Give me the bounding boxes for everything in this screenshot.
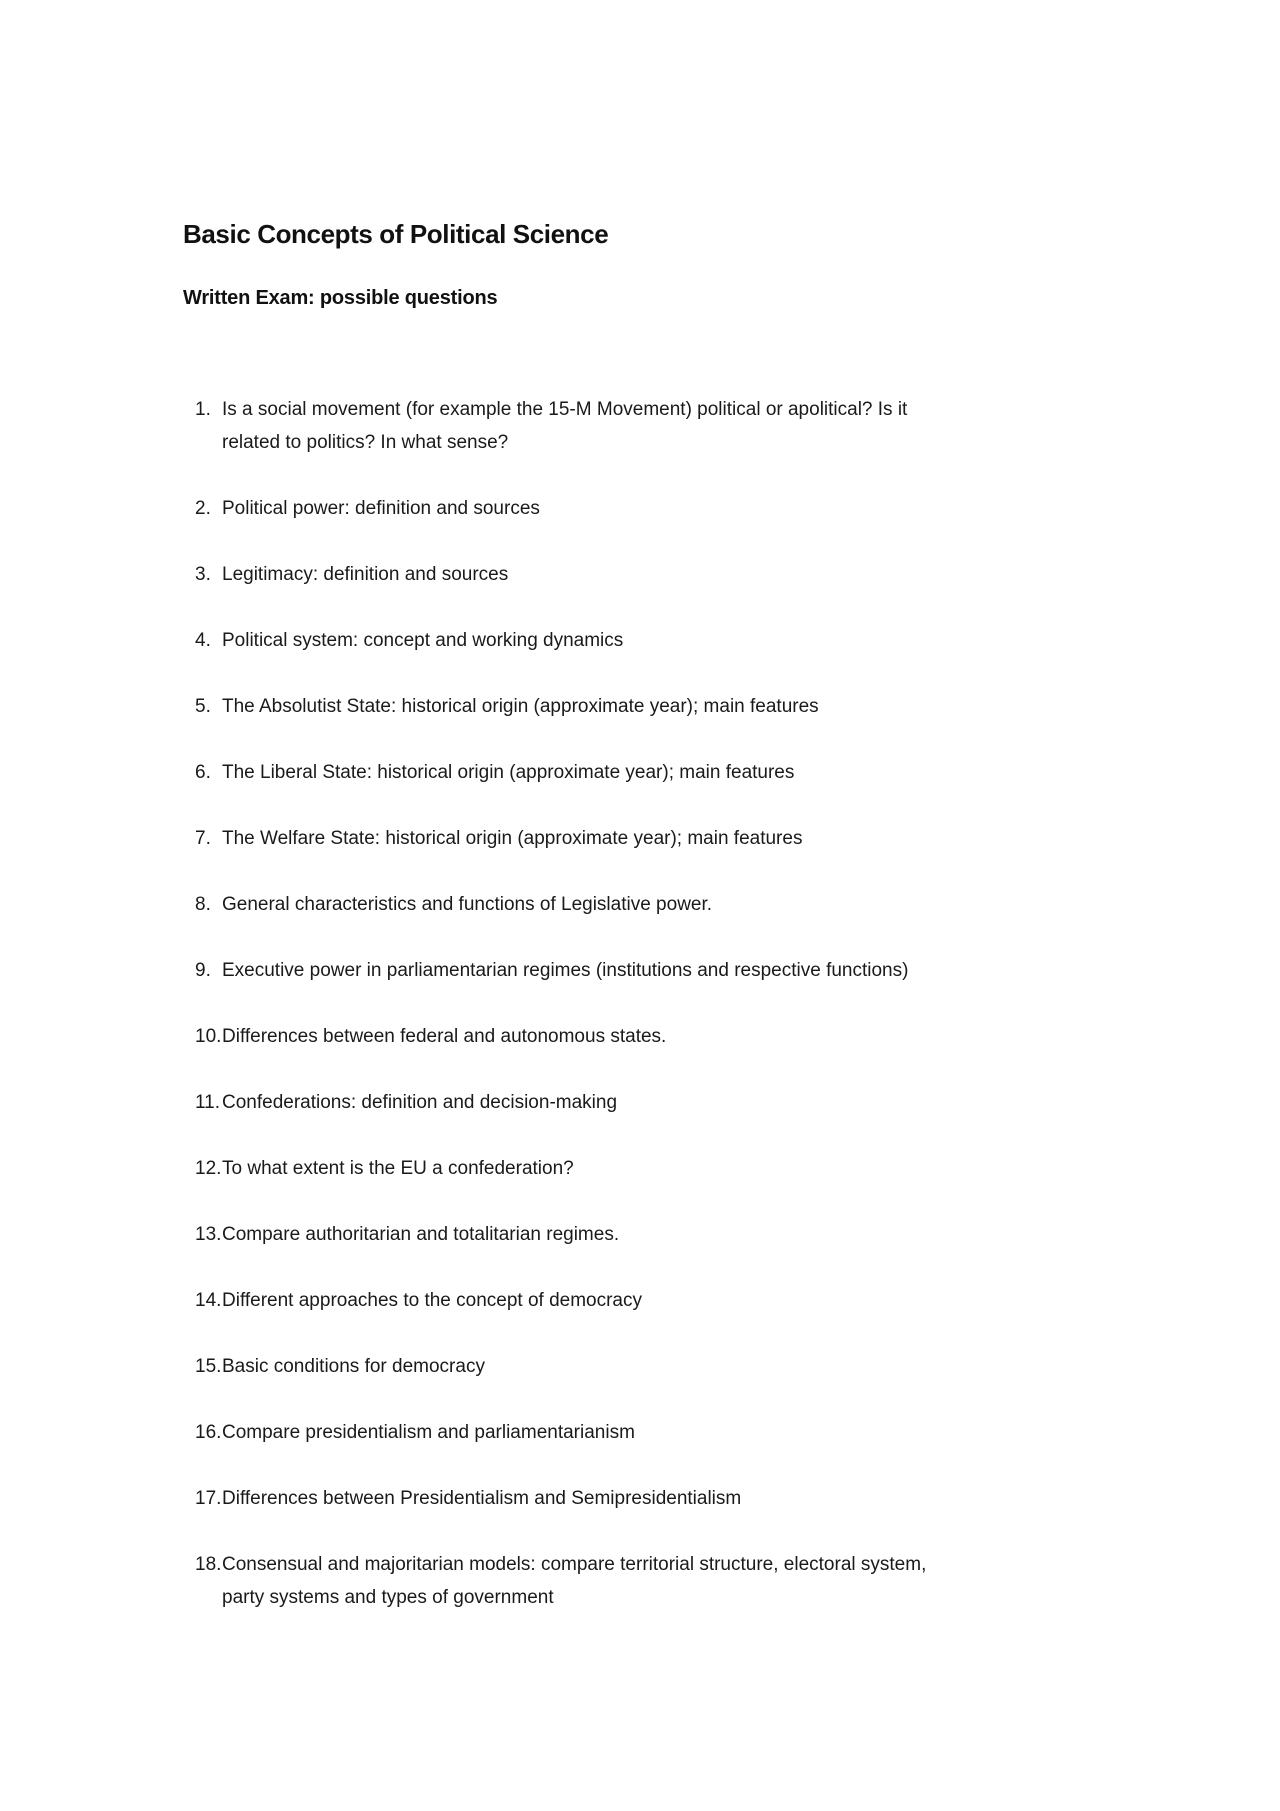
question-text-line: Confederations: definition and decision-making <box>222 1092 618 1113</box>
question-text-line: related to politics? In what sense? <box>222 432 509 453</box>
question-text <box>222 1482 1143 1515</box>
question-text-line: Differences between Presidentialism and Semipresidentialism <box>222 1488 742 1509</box>
question-item <box>183 558 1143 591</box>
question-text-line: To what extent is the EU a confederation? <box>222 1158 574 1179</box>
question-text <box>222 1416 1143 1449</box>
question-item <box>183 888 1143 921</box>
question-text-line: Legitimacy: definition and sources <box>222 564 509 585</box>
question-number: 9. <box>195 960 211 981</box>
question-item <box>183 756 1143 789</box>
question-number: 13. <box>195 1224 222 1245</box>
question-item <box>183 1020 1143 1053</box>
question-text-line: Different approaches to the concept of democracy <box>222 1290 643 1311</box>
question-text <box>222 1020 1143 1053</box>
question-number: 8. <box>195 894 211 915</box>
question-number: 6. <box>195 762 211 783</box>
question-number: 7. <box>195 828 211 849</box>
document-subtitle: Written Exam: possible questions <box>183 287 498 309</box>
question-text <box>222 888 1143 921</box>
question-number: 4. <box>195 630 211 651</box>
question-text <box>222 393 1143 459</box>
question-text-line: Political power: definition and sources <box>222 498 540 519</box>
question-text <box>222 1152 1143 1185</box>
question-text <box>222 492 1143 525</box>
question-text-line: The Absolutist State: historical origin (approximate year); main features <box>222 696 819 717</box>
question-item <box>183 1482 1143 1515</box>
question-item <box>183 1284 1143 1317</box>
question-item <box>183 1086 1143 1119</box>
question-text <box>222 1218 1143 1251</box>
question-text-line: Political system: concept and working dynamics <box>222 630 624 651</box>
question-text-line: Executive power in parliamentarian regimes (institutions and respective functions) <box>222 960 909 981</box>
question-text-line: Differences between federal and autonomous states. <box>222 1026 667 1047</box>
question-number: 14. <box>195 1290 222 1311</box>
question-item <box>183 1548 1143 1614</box>
question-text-line: The Liberal State: historical origin (approximate year); main features <box>222 762 795 783</box>
question-text-line: Compare presidentialism and parliamentarianism <box>222 1422 635 1443</box>
question-text <box>222 690 1143 723</box>
question-text-line: Basic conditions for democracy <box>222 1356 485 1377</box>
question-text <box>222 558 1143 591</box>
question-number: 12. <box>195 1158 222 1179</box>
question-list <box>183 393 1143 1614</box>
question-text-line: Consensual and majoritarian models: compare territorial structure, electoral system, <box>222 1554 927 1575</box>
question-number: 11. <box>195 1092 221 1113</box>
question-text-line: Is a social movement (for example the 15-M Movement) political or apolitical? Is it <box>222 399 908 420</box>
question-item <box>183 1416 1143 1449</box>
question-number: 3. <box>195 564 211 585</box>
question-item <box>183 1218 1143 1251</box>
question-text-line: Compare authoritarian and totalitarian regimes. <box>222 1224 620 1245</box>
question-text-line: party systems and types of government <box>222 1587 554 1608</box>
question-text <box>222 954 1143 987</box>
question-text <box>222 756 1143 789</box>
question-number: 16. <box>195 1422 222 1443</box>
question-number: 10. <box>195 1026 222 1047</box>
question-item <box>183 624 1143 657</box>
question-item <box>183 1350 1143 1383</box>
question-text-line: General characteristics and functions of Legislative power. <box>222 894 713 915</box>
question-item <box>183 393 1143 459</box>
question-number: 15. <box>195 1356 222 1377</box>
question-text-line: The Welfare State: historical origin (approximate year); main features <box>222 828 803 849</box>
question-number: 2. <box>195 498 211 519</box>
question-text <box>222 1086 1143 1119</box>
question-item <box>183 954 1143 987</box>
question-text <box>222 1548 1143 1614</box>
question-item <box>183 1152 1143 1185</box>
question-text <box>222 1284 1143 1317</box>
question-item <box>183 690 1143 723</box>
question-number: 5. <box>195 696 211 717</box>
question-text <box>222 624 1143 657</box>
question-number: 17. <box>195 1488 222 1509</box>
question-item <box>183 822 1143 855</box>
question-text <box>222 822 1143 855</box>
question-number: 18. <box>195 1554 222 1575</box>
question-number: 1. <box>195 399 211 420</box>
document-title: Basic Concepts of Political Science <box>183 219 609 249</box>
question-text <box>222 1350 1143 1383</box>
question-item <box>183 492 1143 525</box>
